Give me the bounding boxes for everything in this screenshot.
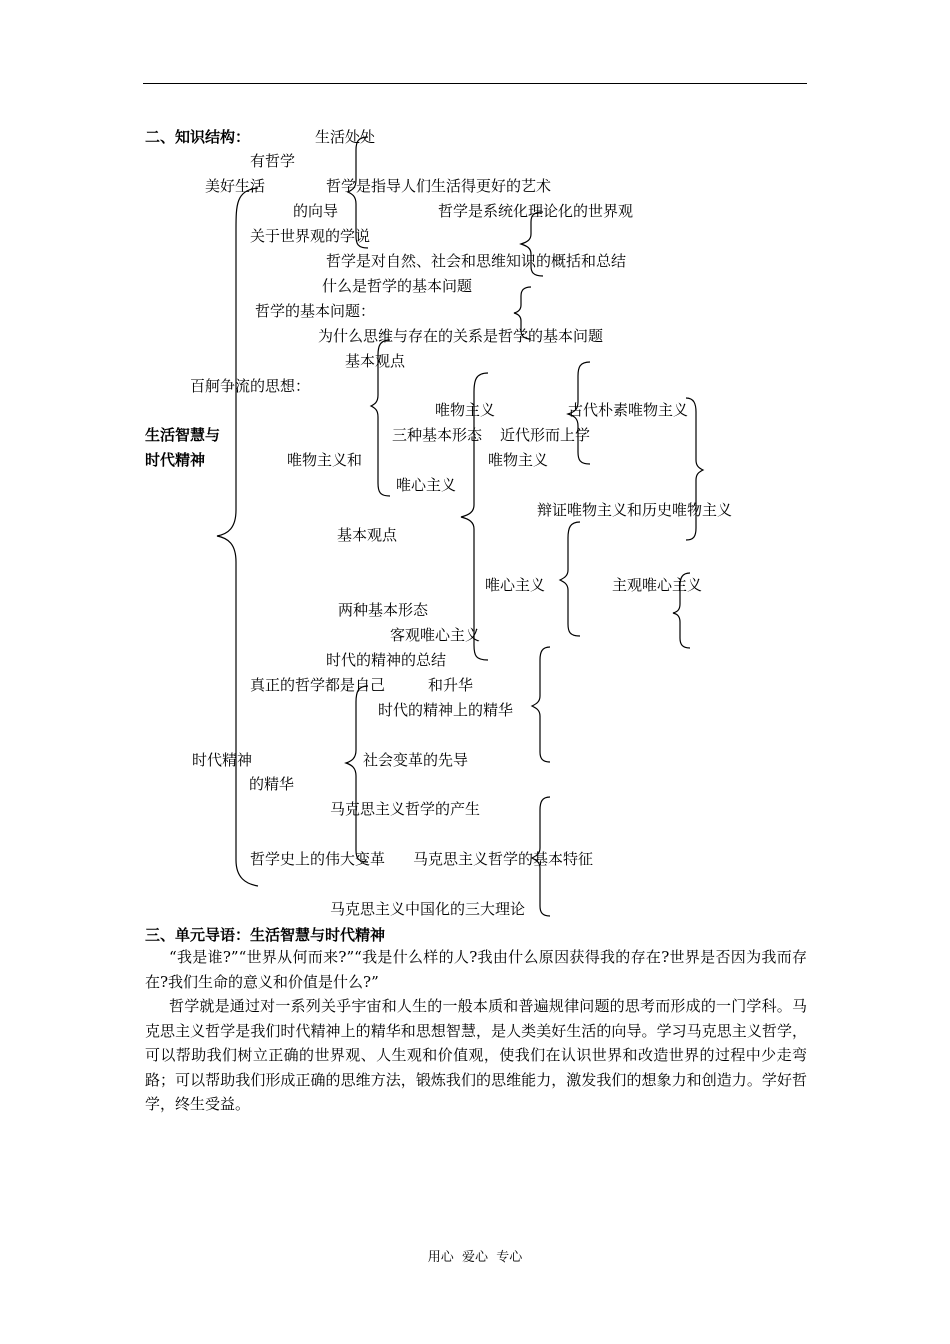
node-text: 主观唯心主义	[612, 576, 703, 594]
node-text: 时代的精神上的精华	[378, 701, 514, 719]
node-text: 哲学是指导人们生活得更好的艺术	[326, 177, 552, 195]
section-heading-knowledge-structure: 二、知识结构：	[145, 128, 251, 146]
node-text: 和升华	[428, 676, 474, 694]
node-text: 基本观点	[337, 526, 398, 544]
node-text: 近代形而上学	[500, 426, 591, 444]
header-rule	[143, 83, 807, 84]
node-text: 什么是哲学的基本问题	[322, 277, 473, 295]
root-title-line2: 时代精神	[145, 451, 206, 469]
node-text: 有哲学	[250, 152, 296, 170]
node-text: 关于世界观的学说	[250, 227, 371, 245]
node-text: 马克思主义哲学的基本特征	[413, 850, 594, 868]
node-text: 的精华	[249, 775, 295, 793]
intro-paragraph-philosophy: 哲学就是通过对一系列关乎宇宙和人生的一般本质和普遍规律问题的思考而形成的一门学科。马克思主义哲学是我们时代精神上的精华和思想智慧，是人类美好生活的向导。学习马克思主义哲学，可以帮助我们树立正确的世界观、人生观和价值观，使我们在认识世界和改造世界的过程中少走弯路；可以帮助我们形成正确的思维方法，锻炼我们的思维能力，激发我们的想象力和创造力。学好哲学，终生受益。	[145, 997, 807, 1113]
node-text: 生活处处	[315, 128, 376, 146]
section-heading-unit-intro: 三、单元导语：生活智慧与时代精神	[145, 926, 386, 944]
node-text: 客观唯心主义	[390, 626, 481, 644]
node-text: 哲学是系统化理论化的世界观	[438, 202, 634, 220]
node-text: 古代朴素唯物主义	[568, 401, 689, 419]
node-text: 时代的精神的总结	[326, 651, 447, 669]
node-text: 哲学是对自然、社会和思维知识的概括和总结	[326, 252, 627, 270]
page-footer: 用心 爱心 专心	[427, 1250, 523, 1265]
intro-paragraph-questions: “我是谁?”“世界从何而来?”“我是什么样的人?我由什么原因获得我的存在?世界是否因为我而存在?我们生命的意义和价值是什么?”	[145, 948, 807, 991]
brace-summary	[532, 647, 550, 762]
node-text: 基本观点	[345, 352, 406, 370]
node-text: 唯物主义	[488, 451, 549, 469]
node-text: 美好生活	[205, 177, 266, 195]
root-title-line1: 生活智慧与	[145, 426, 221, 444]
node-text: 马克思主义中国化的三大理论	[330, 900, 526, 918]
node-text: 辩证唯物主义和历史唯物主义	[537, 501, 733, 519]
node-text: 的向导	[293, 202, 339, 220]
node-text: 三种基本形态	[392, 426, 483, 444]
node-text: 时代精神	[192, 751, 253, 769]
node-text: 马克思主义哲学的产生	[330, 800, 481, 818]
brace-idealism-forms	[560, 522, 580, 636]
node-text: 社会变革的先导	[363, 751, 469, 769]
node-text: 百舸争流的思想：	[190, 377, 311, 395]
node-text: 真正的哲学都是自己	[250, 676, 386, 694]
node-text: 唯心主义	[485, 576, 546, 594]
node-text: 唯物主义	[435, 401, 496, 419]
node-text: 唯物主义和	[287, 451, 363, 469]
node-text: 唯心主义	[396, 476, 457, 494]
node-text: 哲学的基本问题：	[255, 302, 376, 320]
node-text: 哲学史上的伟大变革	[250, 850, 386, 868]
brace-era-essence	[346, 686, 368, 862]
node-text: 为什么思维与存在的关系是哲学的基本问题	[318, 327, 604, 345]
node-text: 两种基本形态	[338, 601, 429, 619]
